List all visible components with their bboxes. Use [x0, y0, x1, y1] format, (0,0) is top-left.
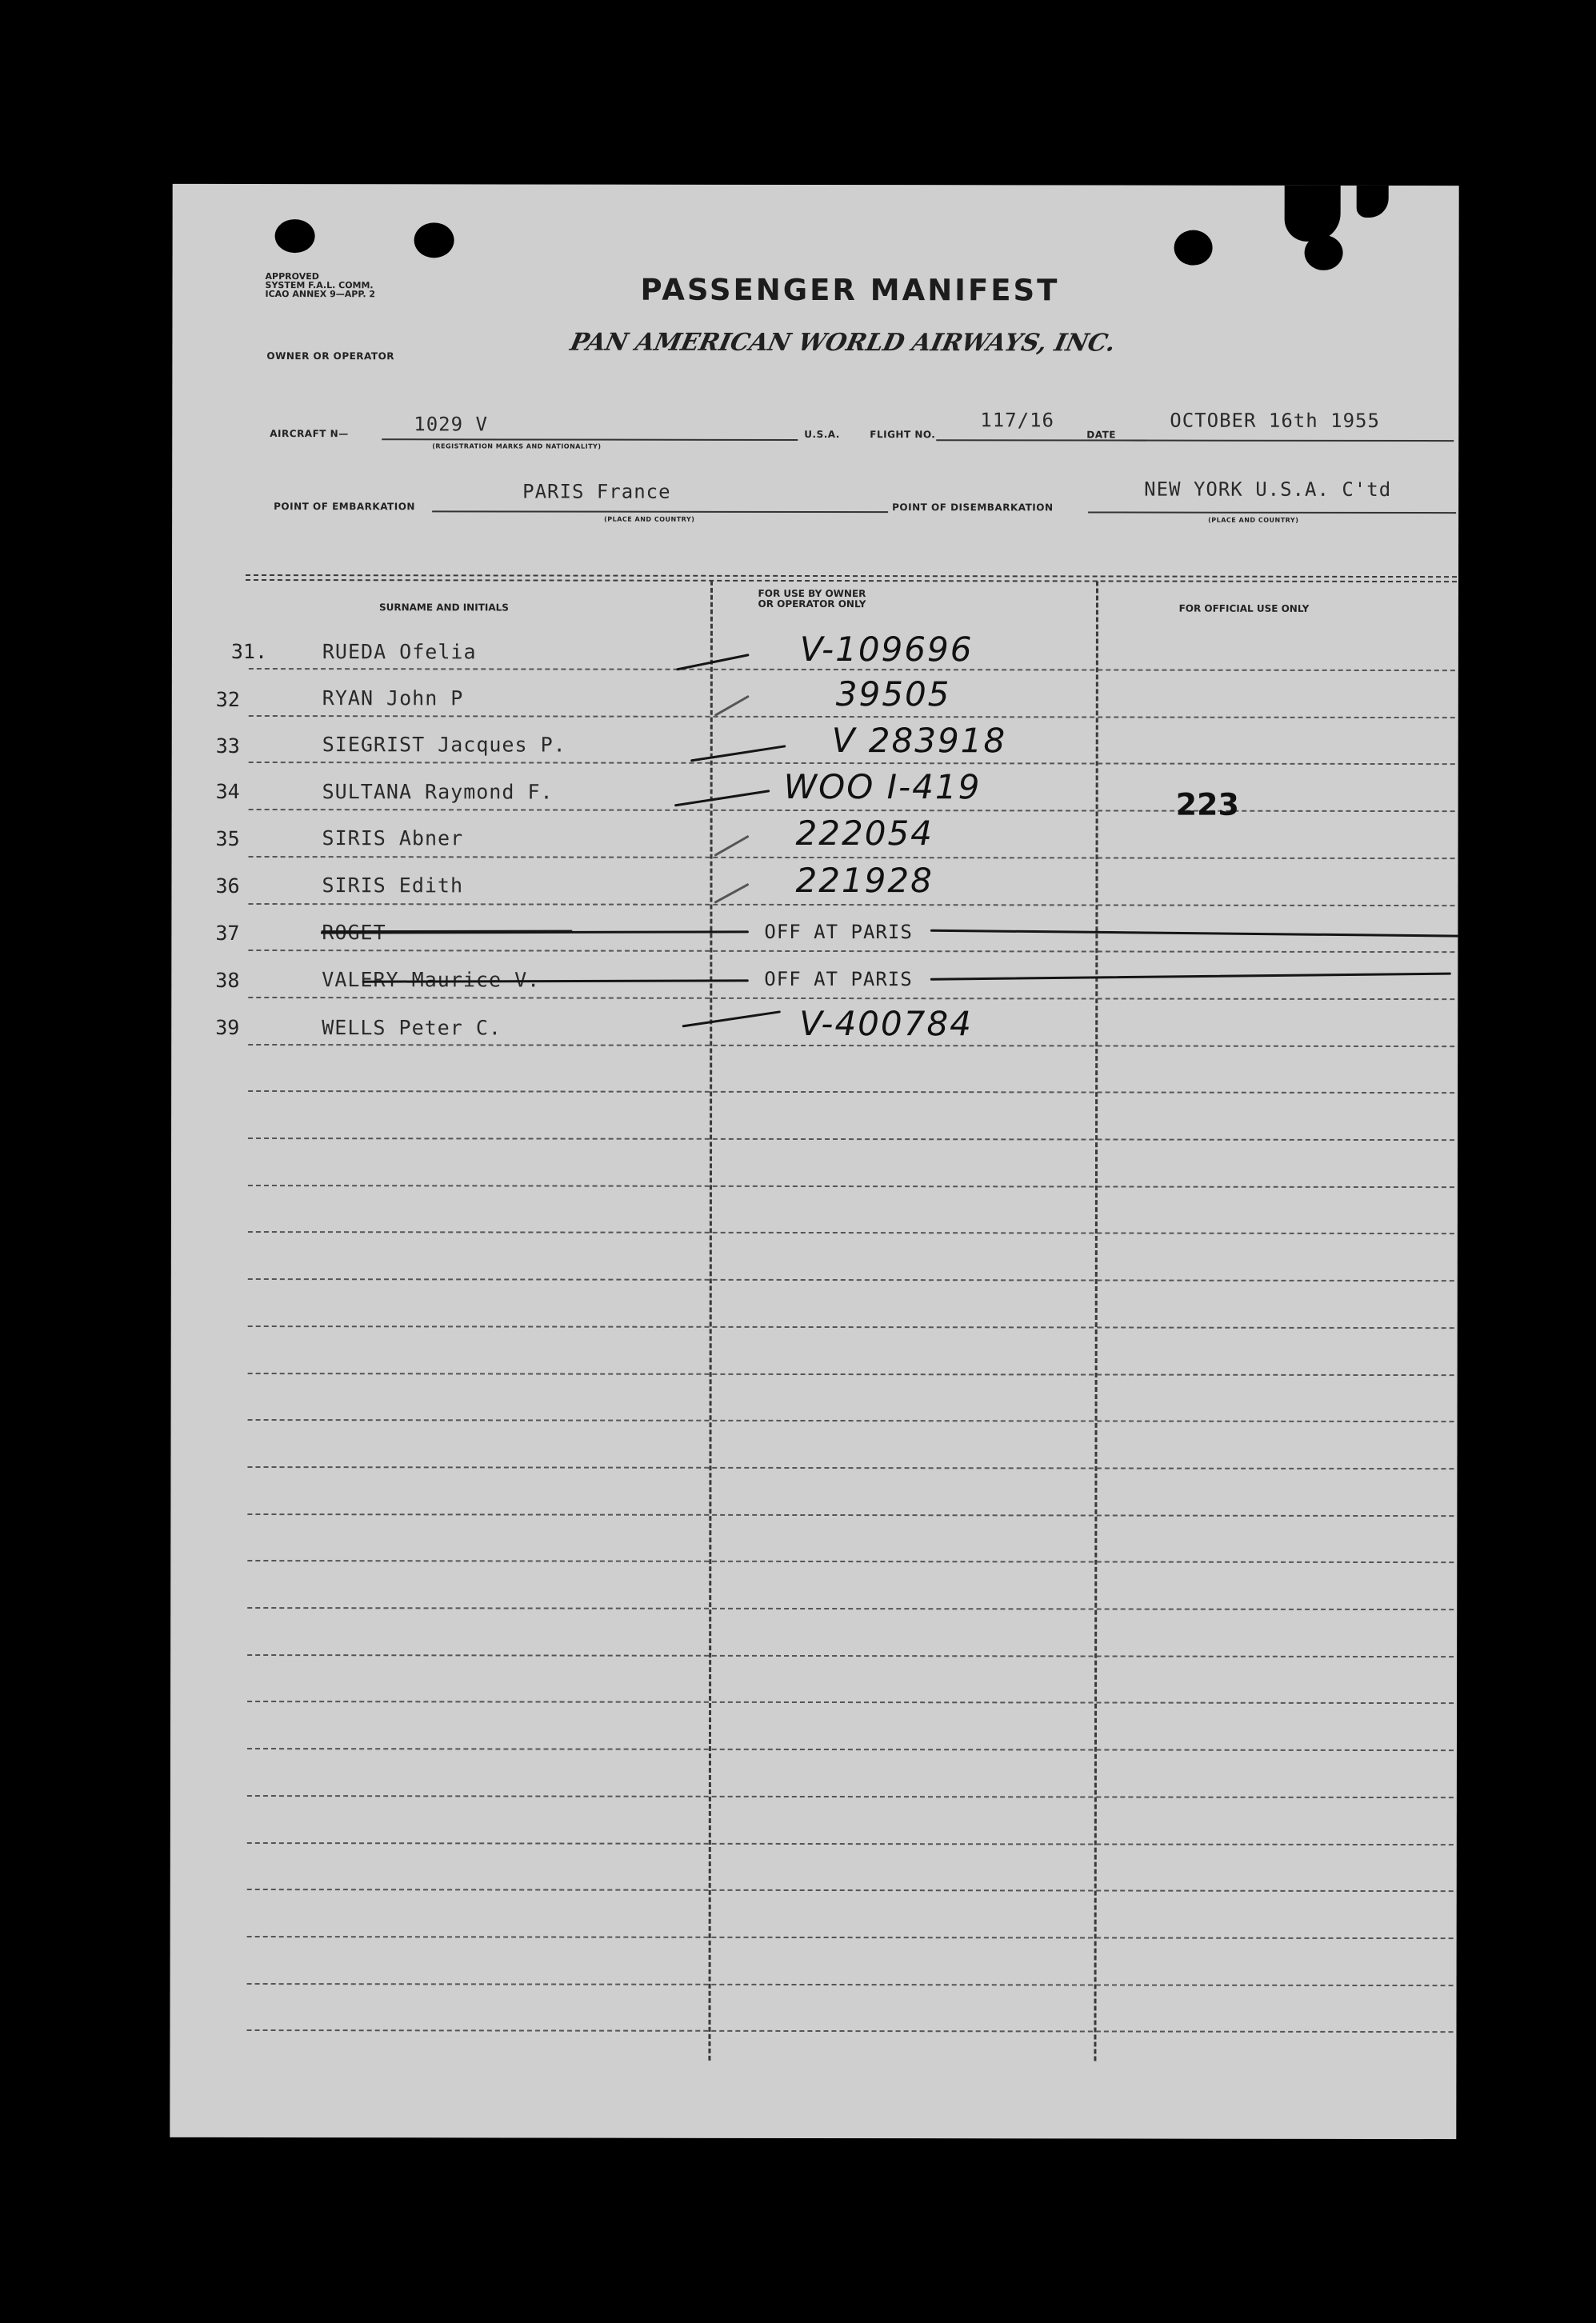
- check-mark: [683, 1012, 779, 1026]
- column-divider: [1094, 581, 1098, 2061]
- ruled-line: [248, 1325, 1454, 1329]
- passenger-name: VALERY Maurice V.: [322, 968, 541, 992]
- torn-corner: [1357, 186, 1389, 218]
- ruled-line: [247, 1654, 1454, 1657]
- column-header-surname: SURNAME AND INITIALS: [378, 602, 509, 614]
- column-header-owner-line: FOR USE BY OWNER: [758, 587, 866, 600]
- ruled-line: [248, 1373, 1454, 1376]
- date-value: OCTOBER 16th 1955: [1170, 409, 1380, 432]
- owner-entry: OFF AT PARIS: [759, 968, 917, 990]
- date-line: [1124, 440, 1454, 442]
- flight-value: 117/16: [980, 409, 1055, 432]
- punch-hole: [414, 222, 454, 258]
- airline-name: PAN AMERICAN WORLD AIRWAYS, INC.: [567, 328, 1118, 358]
- embarkation-sublabel: (PLACE AND COUNTRY): [604, 515, 695, 523]
- table-header-rule: [246, 574, 1457, 578]
- usa-label: U.S.A.: [804, 428, 840, 441]
- ruled-line: [247, 1889, 1454, 1892]
- ruled-line: [248, 997, 1454, 1000]
- passenger-name: SIRIS Abner: [322, 826, 464, 850]
- flight-label: FLIGHT NO.: [870, 429, 936, 441]
- check-mark: [716, 697, 748, 715]
- row-number: 35: [215, 826, 240, 850]
- passenger-name: ROGET: [322, 921, 386, 945]
- owner-entry: V-109696: [799, 629, 974, 670]
- embarkation-label: POINT OF EMBARKATION: [274, 501, 415, 513]
- owner-entry: V-400784: [799, 1003, 973, 1044]
- ruled-line: [248, 1090, 1454, 1094]
- check-mark: [716, 837, 748, 855]
- ruled-line: [246, 2029, 1453, 2033]
- punch-hole: [1174, 230, 1213, 266]
- ruled-line: [247, 1983, 1454, 1986]
- ruled-line: [247, 1842, 1454, 1845]
- manifest-sheet: [170, 184, 1458, 2139]
- row-number: 32: [215, 687, 240, 711]
- owner-entry: V 283918: [831, 721, 1007, 761]
- owner-entry: OFF AT PARIS: [759, 921, 917, 943]
- approval-line: APPROVED: [265, 271, 319, 282]
- ruled-lines: [173, 184, 1459, 186]
- disembarkation-label: POINT OF DISEMBARKATION: [892, 502, 1054, 514]
- row-number: 39: [215, 1015, 240, 1039]
- ruled-line: [248, 1044, 1454, 1047]
- ruled-line: [248, 1278, 1454, 1281]
- torn-corner: [1285, 186, 1341, 242]
- column-header-owner: [692, 589, 932, 610]
- passenger-name: SIRIS Edith: [322, 874, 464, 898]
- strike-line: [931, 973, 1450, 980]
- table-header-rule: [246, 579, 1457, 582]
- passenger-name: WELLS Peter C.: [322, 1016, 502, 1040]
- owner-label: OWNER OR OPERATOR: [266, 350, 395, 362]
- ruled-line: [247, 1466, 1454, 1469]
- aircraft-line: [382, 438, 798, 441]
- column-header-official: FOR OFFICIAL USE ONLY: [1178, 602, 1310, 614]
- approval-line: SYSTEM F.A.L. COMM.: [265, 280, 374, 291]
- disembarkation-line: [1088, 511, 1456, 514]
- row-number: 38: [215, 968, 240, 992]
- ruled-line: [247, 1560, 1454, 1563]
- ruled-line: [247, 1607, 1454, 1610]
- ruled-line: [248, 1185, 1454, 1188]
- ruled-line: [249, 809, 1455, 812]
- ruled-line: [248, 1231, 1454, 1234]
- ruled-line: [249, 856, 1455, 859]
- ruled-line: [248, 950, 1454, 953]
- check-mark: [676, 791, 769, 806]
- strike-line: [931, 930, 1458, 936]
- row-number: 37: [215, 921, 240, 945]
- ruled-line: [247, 1748, 1454, 1751]
- page-title: PASSENGER MANIFEST: [640, 272, 1060, 308]
- passenger-name: SULTANA Raymond F.: [322, 780, 554, 804]
- aircraft-value: 1029 V: [414, 413, 489, 436]
- row-number: 31.: [230, 639, 268, 664]
- aircraft-label: AIRCRAFT N—: [270, 428, 349, 440]
- column-header-owner-line: OR OPERATOR ONLY: [758, 598, 866, 610]
- owner-entry: WOO I-419: [783, 766, 982, 807]
- ruled-line: [247, 1513, 1454, 1517]
- row-number: 36: [215, 874, 240, 898]
- ink-marks: [170, 184, 1458, 2139]
- passenger-name: RYAN John P: [322, 686, 464, 710]
- check-mark: [715, 885, 747, 902]
- official-entry: 223: [1175, 786, 1239, 822]
- owner-entry: 222054: [795, 813, 934, 854]
- ruled-line: [247, 1795, 1454, 1798]
- ruled-line: [249, 762, 1455, 765]
- aircraft-sublabel: (REGISTRATION MARKS AND NATIONALITY): [432, 442, 602, 450]
- ruled-line: [249, 715, 1455, 718]
- check-mark: [692, 746, 785, 761]
- embarkation-line: [432, 510, 888, 513]
- approval-stamp: [266, 272, 376, 298]
- disembarkation-value: NEW YORK U.S.A. C'td: [1144, 478, 1392, 502]
- ruled-line: [248, 1138, 1454, 1141]
- ruled-line: [247, 1936, 1454, 1939]
- date-label: DATE: [1086, 429, 1116, 441]
- disembarkation-sublabel: (PLACE AND COUNTRY): [1208, 516, 1299, 524]
- passenger-name: SIEGRIST Jacques P.: [322, 733, 566, 757]
- passenger-name: RUEDA Ofelia: [322, 640, 477, 664]
- row-number: 34: [215, 779, 240, 803]
- row-number: 33: [215, 734, 240, 758]
- embarkation-value: PARIS France: [522, 480, 671, 503]
- owner-entry: 39505: [835, 674, 951, 714]
- ruled-line: [247, 1701, 1454, 1704]
- approval-line: ICAO ANNEX 9—APP. 2: [265, 289, 376, 300]
- punch-hole: [275, 219, 315, 253]
- column-divider: [708, 581, 713, 2061]
- ruled-line: [248, 1419, 1454, 1422]
- ruled-line: [248, 903, 1454, 906]
- owner-entry: 221928: [795, 860, 934, 901]
